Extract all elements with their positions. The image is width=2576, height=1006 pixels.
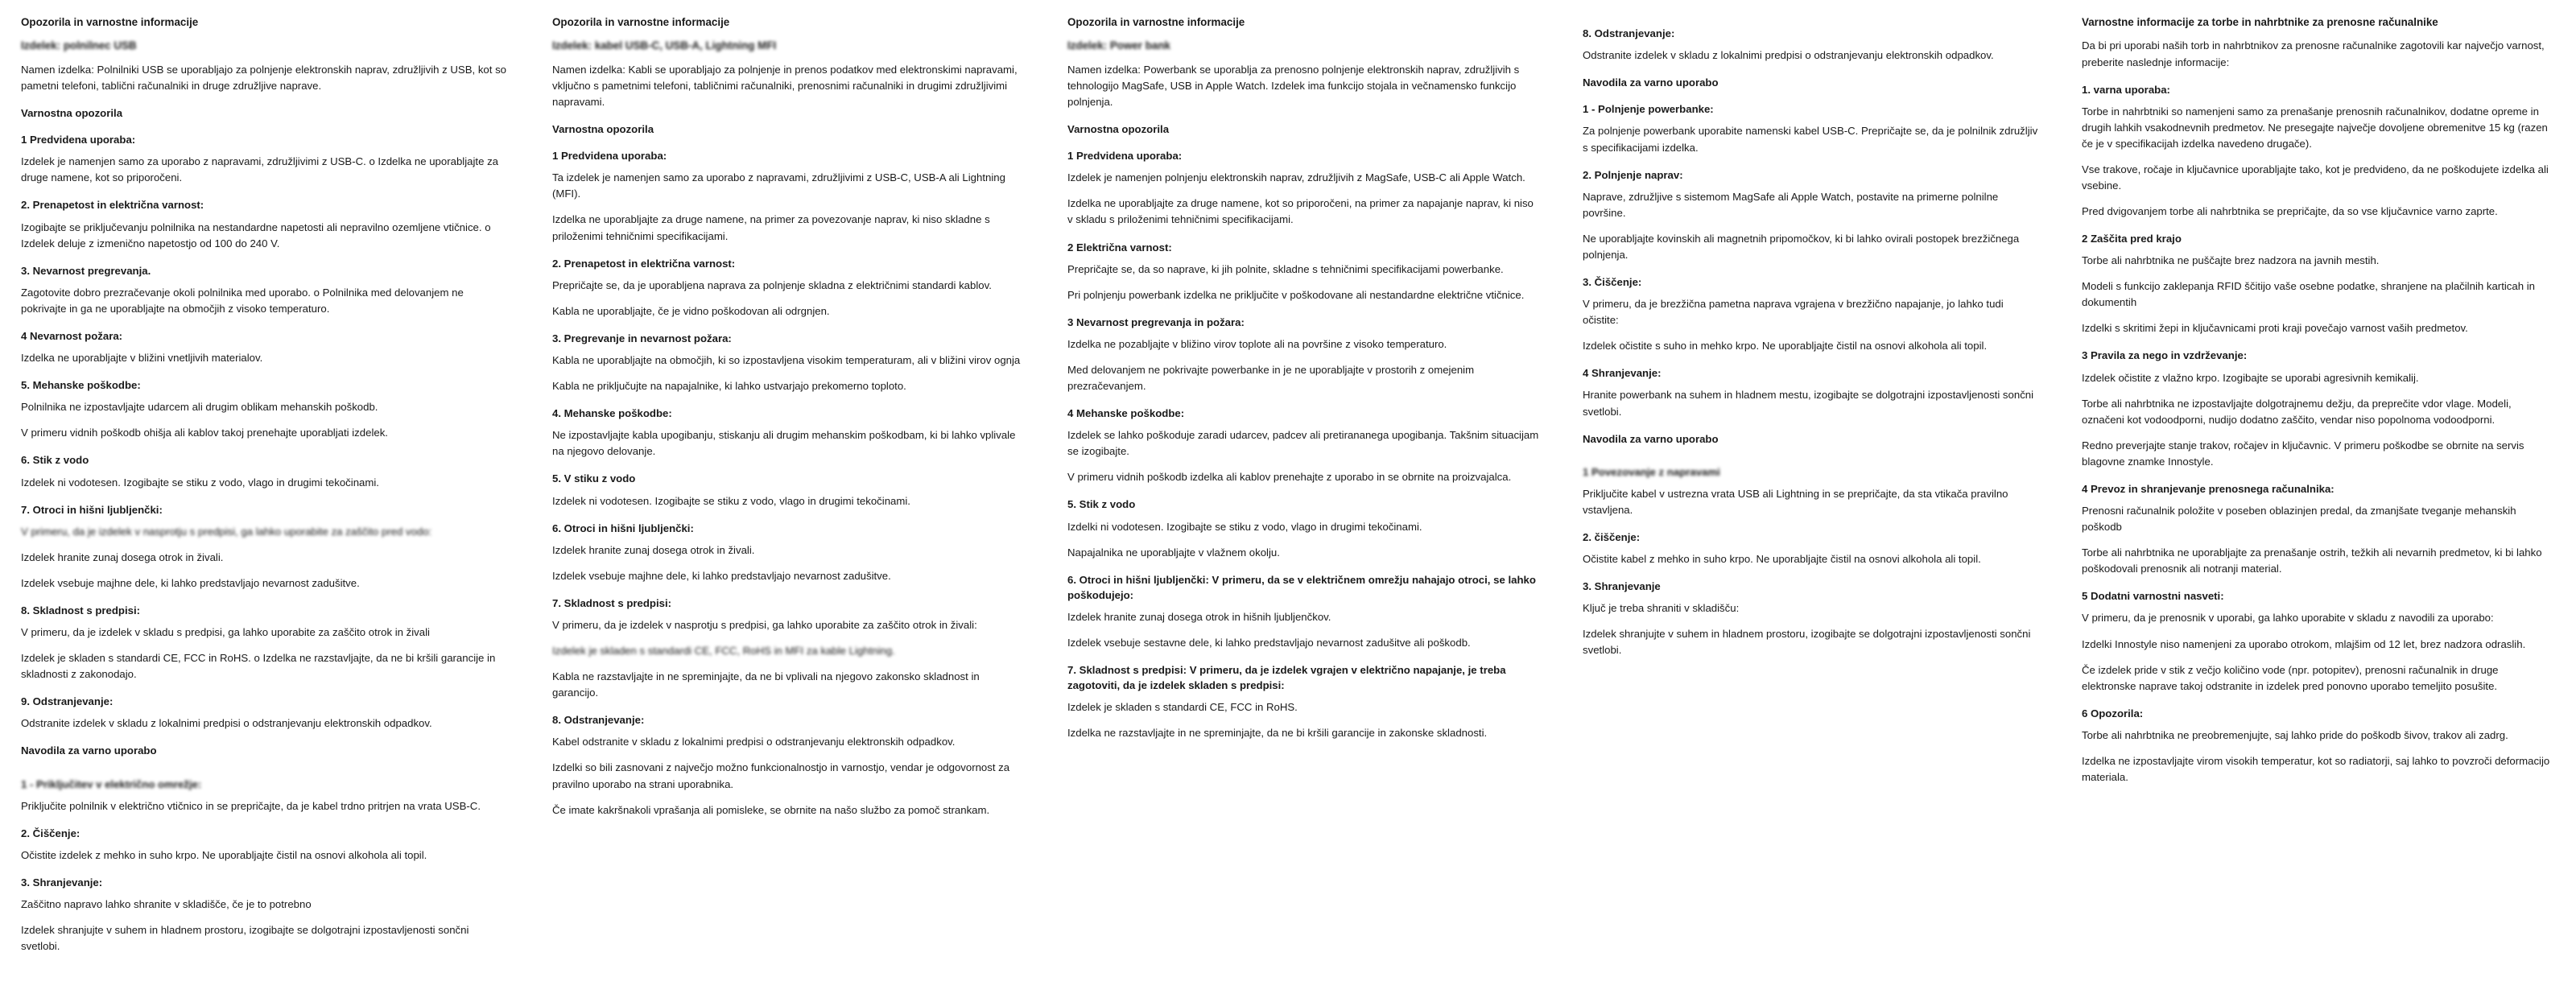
body-paragraph: Priključite kabel v ustrezna vrata USB ali Lightning in se prepričajte, da sta vtikača pravilno vstavljena.	[1583, 487, 2008, 516]
sub-heading: 6. Otroci in hišni ljubljenčki:	[552, 522, 694, 534]
body-paragraph: Namen izdelka: Polnilniki USB se uporabljajo za polnjenje elektronskih naprav, združljivih z USB, kot so pametni telefoni, tablični računalniki in druge združljive naprave.	[21, 63, 507, 92]
body-paragraph: Ne uporabljajte kovinskih ali magnetnih pripomočkov, ki bi lahko ovirali postopek brezžičnega polnjenja.	[1583, 232, 2020, 261]
sub-heading: 7. Otroci in hišni ljubljenčki:	[21, 503, 163, 516]
sub-heading: 4 Nevarnost požara:	[21, 329, 123, 342]
sub-heading: 5. Mehanske poškodbe:	[21, 379, 141, 392]
body-paragraph: V primeru, da je izdelek v skladu s predpisi, ga lahko uporabite za zaščito otrok in živali	[21, 626, 430, 639]
sub-heading: 1 - Polnjenje powerbanke:	[1583, 103, 1714, 116]
body-paragraph: Ta izdelek je namenjen samo za uporabo z napravami, združljivimi z USB-C, USB-A ali Lightning (MFI).	[552, 171, 1005, 200]
body-paragraph: Izdelek vsebuje majhne dele, ki lahko predstavljajo nevarnost zadušitve.	[21, 576, 360, 589]
body-paragraph: Vse trakove, ročaje in ključavnice uporabljajte tako, kot je predvideno, da ne poškodujete izdelka ali vsebine.	[2082, 163, 2549, 192]
body-paragraph: Izdelek se lahko poškoduje zaradi udarcev, padcev ali pretirananega upogibanja. Takšnim situacijam se izogibajte.	[1067, 429, 1539, 458]
sub-heading: Varnostna opozorila	[552, 123, 654, 136]
document-column-3	[1046, 14, 1562, 742]
body-paragraph: Ne izpostavljajte kabla upogibanju, stiskanju ali drugim mehanskim poškodbam, ki bi lahko vplivale na njegovo delovanje.	[552, 429, 1016, 458]
sub-heading: 7. Skladnost s predpisi:	[552, 596, 672, 609]
body-paragraph: Pri polnjenju powerbank izdelka ne priključite v poškodovane ali nestandardne električne vtičnice.	[1067, 288, 1525, 301]
sub-heading: 2. čiščenje:	[1583, 531, 1641, 543]
body-paragraph: Da bi pri uporabi naših torb in nahrbtnikov za prenosne računalnike zagotovili kar največjo varnost, preberite naslednje informacije:	[2082, 39, 2545, 68]
body-paragraph: Za polnjenje powerbank uporabite namenski kabel USB-C. Prepričajte se, da je polnilnik združljiv s specifikacijami izdelka.	[1583, 125, 2038, 154]
document-column-4	[1562, 14, 2061, 659]
sub-heading: 4 Shranjevanje:	[1583, 367, 1662, 380]
body-paragraph: Prepričajte se, da so naprave, ki jih polnite, skladne s tehničnimi specifikacijami powerbanke.	[1067, 262, 1504, 275]
section-heading: Izdelek: kabel USB-C, USB-A, Lightning MFI	[552, 39, 777, 52]
body-paragraph: Izdelka ne uporabljajte za druge namene, na primer za povezovanje naprav, ki niso skladne s priloženimi tehničnimi specifikacijami.	[552, 213, 990, 242]
sub-heading: 3 Pravila za nego in vzdrževanje:	[2082, 349, 2248, 362]
body-paragraph: Izdelki ni vodotesen. Izogibajte se stiku z vodo, vlago in drugimi tekočinami.	[1067, 520, 1422, 533]
sub-heading: 1. varna uporaba:	[2082, 83, 2170, 96]
body-paragraph: Izdelek ni vodotesen. Izogibajte se stiku z vodo, vlago in drugimi tekočinami.	[552, 494, 910, 507]
body-paragraph: Zagotovite dobro prezračevanje okoli polnilnika med uporabo. o Polnilnika med delovanjem ne pokrivajte in ga ne uporabljajte na območjih z visoko temperaturo.	[21, 286, 464, 315]
body-paragraph: Izdelek je skladen s standardi CE, FCC, RoHS in MFI za kable Lightning.	[552, 645, 895, 658]
body-paragraph: Kabla ne razstavljajte in ne spreminjajte, da ne bi vplivali na njegovo zakonsko skladnost in garancijo.	[552, 670, 980, 699]
document-column-5	[2061, 14, 2576, 785]
body-paragraph: Hranite powerbank na suhem in hladnem mestu, izogibajte se dolgotrajni izpostavljenosti sončni svetlobi.	[1583, 389, 2034, 418]
sub-heading: 7. Skladnost s predpisi: V primeru, da je izdelek vgrajen v električno napajanje, je treba zagotoviti, da je izdelek skladen s predpisi:	[1067, 664, 1506, 692]
body-paragraph: Izdelka ne uporabljajte v bližini vnetljivih materialov.	[21, 352, 263, 365]
body-paragraph: Med delovanjem ne pokrivajte powerbanke in je ne uporabljajte v prostorih z omejenim prezračevanjem.	[1067, 364, 1475, 393]
sub-heading: 6 Opozorila:	[2082, 707, 2144, 719]
body-paragraph: Torbe ali nahrbtnika ne puščajte brez nadzora na javnih mestih.	[2082, 254, 2380, 267]
body-paragraph: Izdelek shranjujte v suhem in hladnem prostoru, izogibajte se dolgotrajni izpostavljenosti sončni svetlobi.	[1583, 628, 2031, 657]
section-heading: Izdelek: Power bank	[1067, 39, 1170, 52]
body-paragraph: V primeru, da je brezžična pametna naprava vgrajena v brezžično napajanje, jo lahko tudi očistite:	[1583, 298, 2004, 327]
body-paragraph: Prepričajte se, da je uporabljena naprava za polnjenje skladna z električnimi standardi kablov.	[552, 278, 992, 291]
sub-heading: 3 Nevarnost pregrevanja in požara:	[1067, 315, 1245, 328]
sub-heading: 2 Električna varnost:	[1067, 241, 1172, 254]
body-paragraph: Odstranite izdelek v skladu z lokalnimi predpisi o odstranjevanju elektronskih odpadkov.	[21, 717, 432, 730]
body-paragraph: Prenosni računalnik položite v poseben oblazinjen predal, da zmanjšate tveganje mehanskih poškodb	[2082, 505, 2516, 534]
body-paragraph: Izdelki Innostyle niso namenjeni za uporabo otrokom, mlajšim od 12 let, brez nadzora odraslih.	[2082, 637, 2526, 650]
sub-heading: 3. Shranjevanje:	[21, 876, 103, 889]
body-paragraph: V primeru, da je prenosnik v uporabi, ga lahko uporabite v skladu z navodili za uporabo:	[2082, 612, 2494, 625]
body-paragraph: Izdelek je namenjen samo za uporabo z napravami, združljivimi z USB-C. o Izdelka ne uporabljajte za druge namene, kot so priporočeni.	[21, 155, 498, 184]
sub-heading: 1 - Priključitev v električno omrežje:	[21, 777, 202, 790]
body-paragraph: Izdelka ne uporabljajte za druge namene, kot so priporočeni, na primer za napajanje naprav, ki niso v skladu s priloženimi tehničnimi specifikacijami.	[1067, 197, 1534, 226]
body-paragraph: Kabla ne uporabljajte na območjih, ki so izpostavljena visokim temperaturam, ali v bližini virov ognja	[552, 354, 1021, 366]
body-paragraph: Naprave, združljive s sistemom MagSafe ali Apple Watch, postavite na primerne polnilne površine.	[1583, 190, 1999, 219]
body-paragraph: V primeru, da je izdelek v nasprotju s predpisi, ga lahko uporabite za zaščito pred vodo:	[21, 525, 432, 538]
body-paragraph: Ključ je treba shraniti v skladišču:	[1583, 602, 1740, 615]
sub-heading: 8. Odstranjevanje:	[552, 714, 645, 727]
sub-heading: 2 Zaščita pred krajo	[2082, 233, 2182, 245]
section-heading: Izdelek: polnilnec USB	[21, 39, 137, 52]
sub-heading: Navodila za varno uporabo	[21, 744, 157, 757]
body-paragraph: V primeru vidnih poškodb izdelka ali kablov prenehajte z uporabo in se obrnite na proizvajalca.	[1067, 471, 1512, 484]
sub-heading: Varnostna opozorila	[1067, 123, 1170, 136]
sub-heading: 5. V stiku z vodo	[552, 472, 636, 485]
body-paragraph: Izdelek hranite zunaj dosega otrok in hišnih ljubljenčkov.	[1067, 611, 1331, 623]
body-paragraph: Izdelek je namenjen polnjenju elektronskih naprav, združljivih z MagSafe, USB-C ali Apple Watch.	[1067, 171, 1525, 184]
body-paragraph: Izdelki s skritimi žepi in ključavnicami proti kraji povečajo varnost vaših predmetov.	[2082, 322, 2468, 335]
body-paragraph: Očistite kabel z mehko in suho krpo. Ne uporabljajte čistil na osnovi alkohola ali topil.	[1583, 553, 1981, 566]
section-heading: Opozorila in varnostne informacije	[552, 16, 730, 28]
sub-heading: 4 Mehanske poškodbe:	[1067, 407, 1185, 420]
sub-heading: 4 Prevoz in shranjevanje prenosnega računalnika:	[2082, 482, 2334, 495]
sub-heading: 6. Stik z vodo	[21, 454, 89, 467]
body-paragraph: Torbe in nahrbtniki so namenjeni samo za prenašanje prenosnih računalnikov, dodatne opreme in drugih lahkih vsakodnevnih predmetov. Ne presegajte največje dovoljene obremenitve 15 kg (razen če je v specifikacijah izdelka navedeno drugače).	[2082, 105, 2548, 150]
body-paragraph: Torbe ali nahrbtnika ne uporabljajte za prenašanje ostrih, težkih ali nevarnih predmetov, ki bi lahko poškodovali prenosnik ali notranji material.	[2082, 546, 2542, 575]
body-paragraph: Kabla ne priključujte na napajalnike, ki lahko ustvarjajo prekomerno toploto.	[552, 380, 906, 393]
body-paragraph: Izdelek ni vodotesen. Izogibajte se stiku z vodo, vlago in drugimi tekočinami.	[21, 476, 379, 489]
body-paragraph: Redno preverjajte stanje trakov, ročajev in ključavnic. V primeru poškodbe se obrnite na servis blagovne znamke Innostyle.	[2082, 439, 2524, 468]
body-paragraph: Napajalnika ne uporabljajte v vlažnem okolju.	[1067, 546, 1280, 559]
document-column-2	[531, 14, 1046, 818]
body-paragraph: Kabel odstranite v skladu z lokalnimi predpisi o odstranjevanju elektronskih odpadkov.	[552, 736, 956, 748]
sub-heading: 1 Povezovanje z napravami	[1583, 465, 1720, 478]
section-heading: Varnostne informacije za torbe in nahrbtnike za prenosne računalnike	[2082, 16, 2438, 28]
body-paragraph: Izogibajte se priključevanju polnilnika na nestandardne napetosti ali nepravilno ozemljene vtičnice. o Izdelek deluje z izmenično napetostjo od 100 do 240 V.	[21, 221, 491, 249]
body-paragraph: Izdelek shranjujte v suhem in hladnem prostoru, izogibajte se dolgotrajni izpostavljenosti sončni svetlobi.	[21, 924, 469, 953]
body-paragraph: Izdelka ne pozabljajte v bližino virov toplote ali na površine z visoko temperaturo.	[1067, 337, 1447, 350]
body-paragraph: V primeru, da je izdelek v nasprotju s predpisi, ga lahko uporabite za zaščito otrok in živali:	[552, 619, 977, 631]
body-paragraph: Pred dvigovanjem torbe ali nahrbtnika se prepričajte, da so vse ključavnice varno zaprte.	[2082, 205, 2498, 218]
sub-heading: 1 Predvidena uporaba:	[1067, 150, 1183, 163]
body-paragraph: Izdelek očistite z vlažno krpo. Izogibajte se uporabi agresivnih kemikalij.	[2082, 371, 2419, 384]
sub-heading: Varnostna opozorila	[21, 107, 123, 119]
body-paragraph: Namen izdelka: Kabli se uporabljajo za polnjenje in prenos podatkov med elektronskimi napravami, vključno s pametnimi telefoni, tabličnimi računalniki, prenosnimi računalniki in drugimi združljivimi napravami.	[552, 63, 1018, 108]
sub-heading: 8. Skladnost s predpisi:	[21, 604, 141, 616]
sub-heading: 5 Dodatni varnostni nasveti:	[2082, 590, 2224, 603]
body-paragraph: Izdelka ne razstavljajte in ne spreminjajte, da ne bi kršili garancije in zakonske skladnosti.	[1067, 727, 1488, 740]
sub-heading: 2. Čiščenje:	[21, 827, 80, 839]
sub-heading: 3. Pregrevanje in nevarnost požara:	[552, 332, 732, 344]
body-paragraph: Izdelek hranite zunaj dosega otrok in živali.	[21, 550, 224, 563]
sub-heading: Navodila za varno uporabo	[1583, 432, 1719, 445]
sub-heading: 8. Odstranjevanje:	[1583, 27, 1675, 39]
body-paragraph: Izdelek vsebuje majhne dele, ki lahko predstavljajo nevarnost zadušitve.	[552, 569, 891, 582]
sub-heading: 4. Mehanske poškodbe:	[552, 407, 672, 420]
body-paragraph: Odstranite izdelek v skladu z lokalnimi predpisi o odstranjevanju elektronskih odpadkov.	[1583, 49, 1994, 62]
sub-heading: 3. Nevarnost pregrevanja.	[21, 264, 151, 277]
body-paragraph: Izdelek hranite zunaj dosega otrok in živali.	[552, 543, 755, 556]
sub-heading: 3. Čiščenje:	[1583, 276, 1642, 288]
body-paragraph: Zaščitno napravo lahko shranite v skladišče, če je to potrebno	[21, 898, 312, 911]
sub-heading: 1 Predvidena uporaba:	[21, 134, 136, 146]
body-paragraph: Izdelek vsebuje sestavne dele, ki lahko predstavljajo nevarnost zadušitve ali poškodb.	[1067, 637, 1471, 649]
sub-heading: 2. Polnjenje naprav:	[1583, 168, 1683, 181]
body-paragraph: Namen izdelka: Powerbank se uporablja za prenosno polnjenje elektronskih naprav, združljivih s tehnologijo MagSafe, USB in Apple Watch. Izdelek ima funkcijo stojala in večnamensko funkcijo polnjenja.	[1067, 63, 1520, 108]
body-paragraph: Izdelki so bili zasnovani z največjo možno funkcionalnostjo in varnostjo, vendar je odgovornost za pravilno uporabo na strani uporabnika.	[552, 761, 1010, 790]
section-heading: Opozorila in varnostne informacije	[21, 16, 199, 28]
body-paragraph: V primeru vidnih poškodb ohišja ali kablov takoj prenehajte uporabljati izdelek.	[21, 427, 388, 439]
sub-heading: 9. Odstranjevanje:	[21, 695, 114, 708]
body-paragraph: Očistite izdelek z mehko in suho krpo. Ne uporabljajte čistil na osnovi alkohola ali topil.	[21, 848, 427, 861]
sub-heading: Navodila za varno uporabo	[1583, 76, 1719, 89]
sub-heading: 5. Stik z vodo	[1067, 498, 1136, 511]
body-paragraph: Če imate kakršnakoli vprašanja ali pomisleke, se obrnite na našo službo za pomoč strankam.	[552, 803, 990, 816]
body-paragraph: Modeli s funkcijo zaklepanja RFID ščitijo vaše osebne podatke, shranjene na plačilnih karticah in dokumentih	[2082, 280, 2535, 309]
body-paragraph: Če izdelek pride v stik z večjo količino vode (npr. potopitev), prenosni računalnik in druge elektronske naprave takoj odstranite in izdelek pred ponovno uporabo temeljito posušite.	[2082, 663, 2499, 692]
section-heading: Opozorila in varnostne informacije	[1067, 16, 1245, 28]
body-paragraph: Priključite polnilnik v električno vtičnico in se prepričajte, da je kabel trdno pritrjen na vrata USB-C.	[21, 799, 481, 812]
body-paragraph: Izdelka ne izpostavljajte virom visokih temperatur, kot so radiatorji, saj lahko to povzroči deformacijo materiala.	[2082, 754, 2550, 783]
body-paragraph: Kabla ne uporabljajte, če je vidno poškodovan ali odrgnjen.	[552, 304, 830, 317]
sub-heading: 6. Otroci in hišni ljubljenčki: V primeru, da se v električnem omrežju nahajajo otroci, se lahko poškodujejo:	[1067, 573, 1536, 601]
body-paragraph: Izdelek je skladen s standardi CE, FCC in RoHS.	[1067, 701, 1298, 714]
sub-heading: 2. Prenapetost in električna varnost:	[21, 199, 204, 212]
body-paragraph: Polnilnika ne izpostavljajte udarcem ali drugim oblikam mehanskih poškodb.	[21, 401, 378, 414]
document-column-1	[0, 14, 531, 954]
sub-heading: 2. Prenapetost in električna varnost:	[552, 257, 736, 270]
body-paragraph: Izdelek je skladen s standardi CE, FCC in RoHS. o Izdelka ne razstavljajte, da ne bi kršili garancije in skladnosti z zakonodajo.	[21, 652, 496, 681]
sub-heading: 3. Shranjevanje	[1583, 580, 1661, 593]
body-paragraph: Izdelek očistite s suho in mehko krpo. Ne uporabljajte čistil na osnovi alkohola ali topil.	[1583, 340, 1988, 353]
body-paragraph: Torbe ali nahrbtnika ne izpostavljajte dolgotrajnemu dežju, da preprečite vdor vlage. Modeli, označeni kot vodoodporni, nudijo dodatno zaščito, vendar niso popolnoma vodoodporni.	[2082, 397, 2512, 426]
body-paragraph: Torbe ali nahrbtnika ne preobremenjujte, saj lahko pride do poškodb šivov, trakov ali zadrg.	[2082, 728, 2508, 741]
sub-heading: 1 Predvidena uporaba:	[552, 150, 667, 163]
